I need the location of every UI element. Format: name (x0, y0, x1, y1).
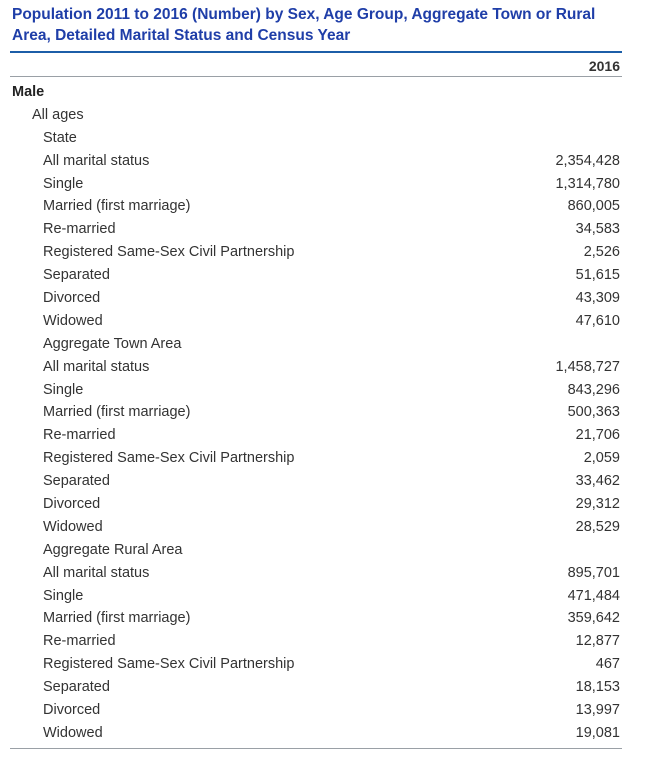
row-label: Widowed (43, 312, 103, 329)
table-row (10, 585, 622, 608)
table-row (10, 676, 622, 699)
row-value: 860,005 (567, 198, 620, 215)
row-value: 359,642 (567, 610, 620, 627)
row-label: Aggregate Rural Area (43, 541, 183, 558)
row-label: Single (43, 175, 84, 192)
row-label: All ages (32, 106, 84, 123)
row-label: State (43, 129, 77, 146)
table-row (10, 356, 622, 379)
table-row (10, 470, 622, 493)
row-value: 28,529 (575, 518, 620, 535)
row-label: Married (first marriage) (43, 610, 191, 627)
table-row (10, 630, 622, 653)
row-value: 2,526 (583, 244, 620, 261)
table-row (10, 424, 622, 447)
table-row (10, 173, 622, 196)
column-header-year: 2016 (588, 58, 620, 74)
row-label: Single (43, 587, 84, 604)
row-label: All marital status (43, 358, 150, 375)
data-table (10, 51, 622, 749)
table-row (10, 562, 622, 585)
table-row (10, 104, 622, 127)
row-label: Divorced (43, 290, 101, 307)
table-body (10, 81, 622, 745)
table-row (10, 195, 622, 218)
row-label: Separated (43, 679, 110, 696)
table-row (10, 447, 622, 470)
row-value: 471,484 (567, 587, 620, 604)
row-value: 51,615 (575, 267, 620, 284)
table-row (10, 127, 622, 150)
table-header-row (10, 53, 622, 77)
row-label: Registered Same-Sex Civil Partnership (43, 244, 295, 261)
row-label: Married (first marriage) (43, 404, 191, 421)
row-value: 29,312 (575, 496, 620, 513)
row-label: Re-married (43, 633, 116, 650)
table-row (10, 81, 622, 104)
row-label: All marital status (43, 564, 150, 581)
row-value: 1,458,727 (555, 358, 620, 375)
table-row (10, 287, 622, 310)
table-row (10, 401, 622, 424)
table-bottom-rule (10, 748, 622, 749)
row-label: Divorced (43, 702, 101, 719)
row-value: 13,997 (575, 702, 620, 719)
table-row (10, 264, 622, 287)
table-row (10, 333, 622, 356)
row-value: 843,296 (567, 381, 620, 398)
table-row (10, 310, 622, 333)
page-title: Population 2011 to 2016 (Number) by Sex, Age Group, Aggregate Town or Rural Area, Detailed Marital Status and Census Year (12, 6, 596, 44)
table-row (10, 379, 622, 402)
row-label: Registered Same-Sex Civil Partnership (43, 656, 295, 673)
row-label: Re-married (43, 427, 116, 444)
row-value: 19,081 (575, 724, 620, 741)
table-row (10, 493, 622, 516)
table-row (10, 150, 622, 173)
table-row (10, 218, 622, 241)
table-row (10, 607, 622, 630)
row-label: Widowed (43, 518, 103, 535)
row-value: 33,462 (575, 473, 620, 490)
row-value: 47,610 (575, 312, 620, 329)
row-label: Separated (43, 267, 110, 284)
row-value: 467 (595, 656, 620, 673)
row-value: 18,153 (575, 679, 620, 696)
row-label: All marital status (43, 152, 150, 169)
row-value: 34,583 (575, 221, 620, 238)
row-value: 21,706 (575, 427, 620, 444)
row-value: 43,309 (575, 290, 620, 307)
row-label: Widowed (43, 724, 103, 741)
row-value: 2,059 (583, 450, 620, 467)
table-row (10, 653, 622, 676)
table-row (10, 539, 622, 562)
row-label: Aggregate Town Area (43, 335, 182, 352)
row-value: 895,701 (567, 564, 620, 581)
table-row (10, 241, 622, 264)
table-row (10, 516, 622, 539)
row-label: Re-married (43, 221, 116, 238)
row-label: Separated (43, 473, 110, 490)
table-row (10, 699, 622, 722)
row-value: 12,877 (575, 633, 620, 650)
table-row (10, 722, 622, 745)
row-value: 1,314,780 (555, 175, 620, 192)
row-value: 2,354,428 (555, 152, 620, 169)
row-label: Married (first marriage) (43, 198, 191, 215)
row-label: Single (43, 381, 84, 398)
row-label: Divorced (43, 496, 101, 513)
row-label: Registered Same-Sex Civil Partnership (43, 450, 295, 467)
row-label: Male (12, 84, 45, 100)
row-value: 500,363 (567, 404, 620, 421)
